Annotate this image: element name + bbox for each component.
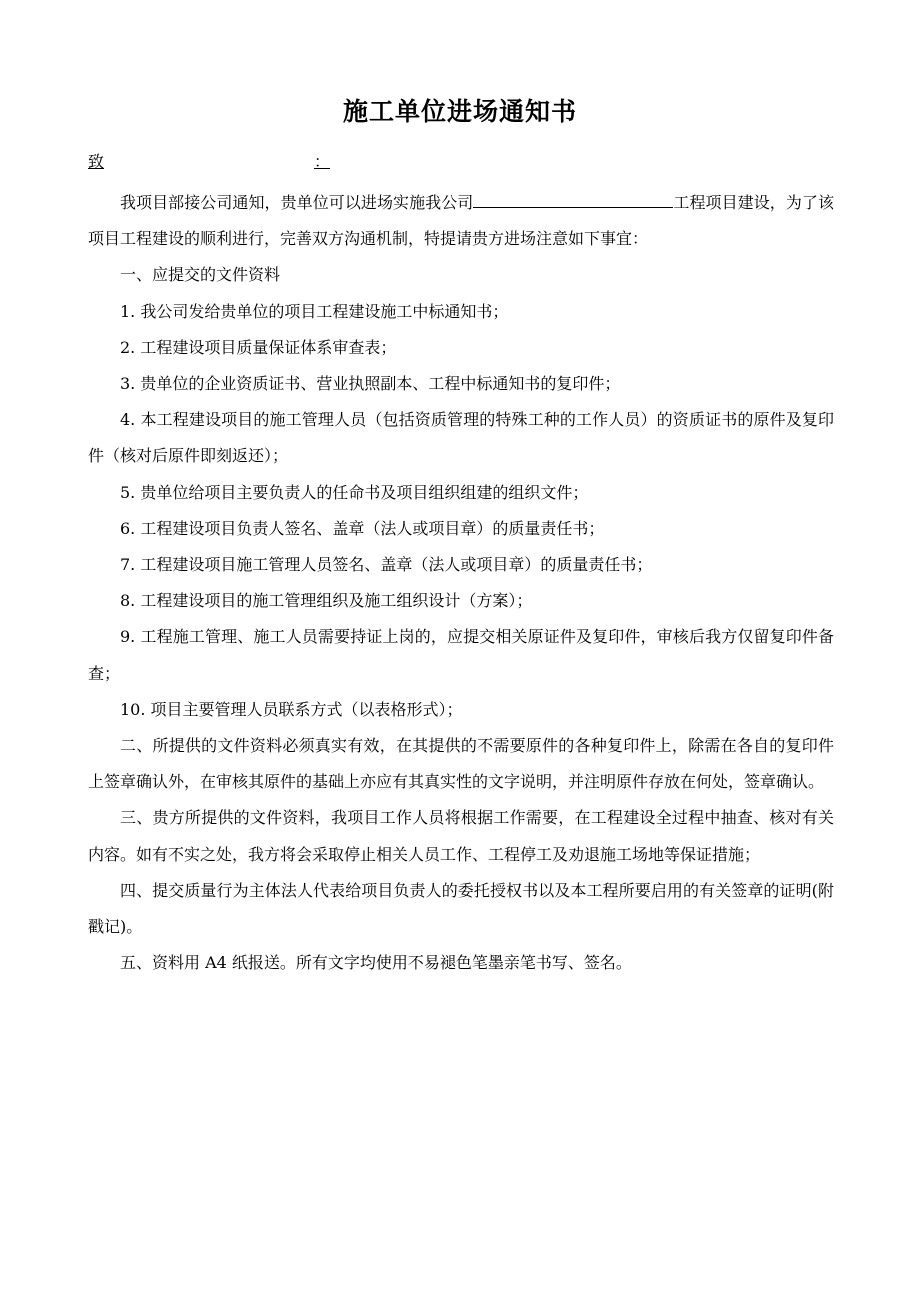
list-item: 4. 本工程建设项目的施工管理人员（包括资质管理的特殊工种的工作人员）的资质证书的原件及复印件（核对后原件即刻返还）； [88,410,834,466]
section2-paragraph: 二、所提供的文件资料必须真实有效，在其提供的不需要原件的各种复印件上，除需在各自的复印件上签章确认外，在审核其原件的基础上亦应有其真实性的文字说明，并注明原件存放在何处，签章确认。 [88,736,834,792]
section4-paragraph: 四、提交质量行为主体法人代表给项目负责人的委托授权书以及本工程所要启用的有关签章的证明(附戳记)。 [88,880,834,937]
project-name-blank [473,190,673,208]
list-item: 1. 我公司发给贵单位的项目工程建设施工中标通知书； [120,301,509,321]
document-body [88,185,834,981]
recipient-line [88,150,331,174]
list-item: 2. 工程建设项目质量保证体系审查表； [120,337,397,357]
recipient-colon: ： [314,152,331,171]
intro-paragraph [88,185,834,257]
list-item: 7. 工程建设项目施工管理人员签名、盖章（法人或项目章）的质量责任书； [120,555,653,575]
list-item: 9. 工程施工管理、施工人员需要持证上岗的，应提交相关原证件及复印件，审核后我方仅留复印件备查； [88,627,834,683]
list-item: 6. 工程建设项目负责人签名、盖章（法人或项目章）的质量责任书； [120,518,605,538]
section1-heading: 一、应提交的文件资料 [120,265,281,285]
list-item: 10. 项目主要管理人员联系方式（以表格形式）； [120,699,463,719]
section5-paragraph: 五、资料用 A4 纸报送。所有文字均使用不易褪色笔墨亲笔书写、签名。 [120,953,632,973]
document-title: 施工单位进场通知书 [342,97,577,126]
list-item: 5. 贵单位给项目主要负责人的任命书及项目组织组建的组织文件； [120,482,589,502]
intro-text-after: 工程项目建设，为了该项目工程建设的顺利进行，完善双方沟通机制，特提请贵方进场注意如下事宜： [88,193,834,249]
intro-text-before: 我项目部接公司通知，贵单位可以进场实施我公司 [120,193,474,212]
section3-paragraph: 三、贵方所提供的文件资料，我项目工作人员将根据工作需要，在工程建设全过程中抽查、核对有关内容。如有不实之处，我方将会采取停止相关人员工作、工程停工及劝退施工场地等保证措施； [88,808,834,864]
recipient-label: 致 [88,152,105,171]
list-item: 8. 工程建设项目的施工管理组织及施工组织设计（方案）； [120,591,533,611]
list-item: 3. 贵单位的企业资质证书、营业执照副本、工程中标通知书的复印件； [120,374,621,394]
